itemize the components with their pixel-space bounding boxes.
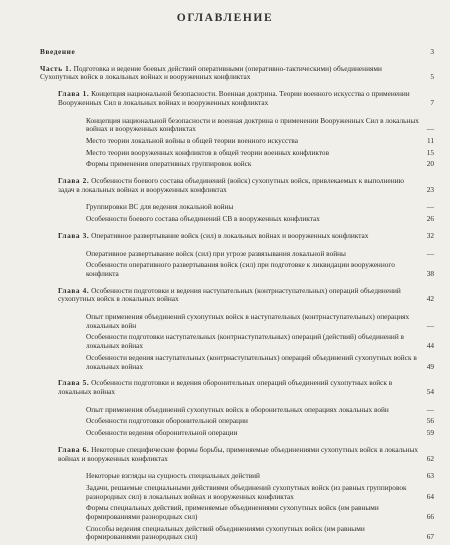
toc-entry-text (58, 446, 420, 463)
toc-entry-title: Группировки ВС для ведения локальной войны (86, 202, 234, 212)
toc-entry-title: Концепция национальной безопасности. Военная доктрина. Теории военного искусства о применении Вооруженных Сил в локальных войнах и вооруженных конфликтах (58, 89, 410, 107)
toc-entry[interactable] (40, 472, 434, 481)
toc-page-number: — (426, 404, 434, 414)
toc-page-number: — (426, 248, 434, 258)
toc-entry[interactable] (40, 313, 434, 330)
toc-entry[interactable] (40, 65, 434, 82)
toc-entry[interactable] (40, 417, 434, 426)
toc-entry-title: Место теории вооруженных конфликтов в общей теории военных конфликтов (86, 147, 330, 157)
toc-page-number: 5 (430, 72, 434, 82)
toc-page-number: — (426, 124, 434, 134)
toc-entry-text (86, 429, 420, 438)
toc-page-number: 59 (426, 428, 434, 438)
toc-entry[interactable] (40, 446, 434, 463)
toc-entry-text (86, 406, 420, 415)
page-title: ОГЛАВЛЕНИЕ (176, 12, 274, 24)
toc-entry-text (40, 65, 420, 82)
toc-page-number: — (426, 320, 434, 330)
toc-entry[interactable] (40, 261, 434, 278)
toc-page-number: 62 (426, 453, 434, 463)
toc-entry-text (58, 287, 420, 304)
toc-entry[interactable] (40, 90, 434, 107)
toc-entry-text (86, 417, 420, 426)
toc-entry-label: Часть 1. (40, 63, 72, 73)
toc-entry-text (40, 48, 420, 57)
toc-entry[interactable] (40, 525, 434, 542)
toc-entry-text (86, 117, 420, 134)
toc-page-number: 56 (426, 416, 434, 426)
toc-entry[interactable] (40, 215, 434, 224)
toc-entry[interactable] (40, 379, 434, 396)
toc-entry-title: Задачи, решаемые специальными действиями объединений сухопутных войск (из равных группировок разнородных сил) в локальных войнах и вооруженных конфликтах (86, 482, 407, 501)
toc-entry[interactable] (40, 177, 434, 194)
toc-entry-label: Введение (40, 47, 76, 56)
toc-entry-title: Опыт применения объединений сухопутных войск в оборонительных операциях локальных войн (86, 404, 389, 414)
toc-entry-text (86, 215, 420, 224)
toc-entry-title: Особенности подготовки оборонительной операции (86, 416, 248, 426)
toc-entry-title: Формы применения оперативных группировок войск (86, 159, 252, 169)
toc-entry-text (58, 177, 420, 194)
toc-entry-title: Способы ведения специальных действий объединениями сухопутных войск (им равными формированиями разнородных сил) (86, 523, 365, 542)
toc-page-number: 44 (426, 341, 434, 351)
toc-entry-text (86, 160, 420, 169)
toc-entry-title: Формы специальных действий, применяемые объединениями сухопутных войск (им равными формированиями разнородных сил) (86, 503, 379, 522)
toc-entry-title: Некоторые взгляды на сущность специальных действий (86, 471, 260, 481)
toc-page-number: 20 (426, 159, 434, 169)
table-of-contents (40, 48, 434, 545)
toc-entry-title: Подготовка и ведение боевых действий оперативными (оперативно-тактическими) объединениями Сухопутных войск в локальных войнах и вооруженных конфликтах (40, 63, 382, 82)
toc-page-number: 42 (426, 294, 434, 304)
toc-entry[interactable] (40, 232, 434, 241)
toc-entry-text (86, 472, 420, 481)
toc-page-number: 26 (426, 214, 434, 224)
toc-entry[interactable] (40, 484, 434, 501)
toc-entry[interactable] (40, 48, 434, 57)
toc-entry-title: Место теории локальной войны в общей теории военного искусства (86, 135, 299, 145)
toc-entry-text (86, 525, 420, 542)
toc-entry-text (86, 261, 420, 278)
toc-entry-title: Особенности подготовки и ведения оборонительных операций объединений сухопутных войск в локальных войнах (58, 378, 393, 396)
toc-page-number: — (426, 202, 434, 212)
toc-entry-text (86, 149, 420, 158)
toc-entry[interactable] (40, 354, 434, 371)
toc-entry-text (86, 504, 420, 521)
toc-entry-text (86, 313, 420, 330)
toc-page-number: 15 (426, 147, 434, 157)
toc-entry[interactable] (40, 137, 434, 146)
toc-entry[interactable] (40, 429, 434, 438)
toc-entry-title: Особенности подготовки наступательных (контрнаступательных) операций (действий) объединений в локальных войнах (86, 332, 404, 351)
toc-entry-text (86, 203, 420, 212)
toc-entry[interactable] (40, 149, 434, 158)
toc-entry-text (58, 379, 420, 396)
toc-entry-title: Особенности боевого состава объединений СВ в вооруженных конфликтах (86, 214, 320, 224)
toc-page-number: 66 (426, 512, 434, 522)
toc-entry-text (58, 232, 420, 241)
toc-entry-label: Глава 1. (58, 89, 90, 99)
toc-page-number: 32 (426, 230, 434, 240)
toc-entry-text (86, 250, 420, 259)
toc-entry-label: Глава 6. (58, 444, 90, 454)
toc-entry-title: Особенности подготовки и ведения наступательных (контрнаступательных) операций объединений сухопутных войск в локальных войнах (58, 285, 401, 304)
toc-page-number: 54 (426, 386, 434, 396)
toc-entry-text (58, 90, 420, 107)
toc-entry-label: Глава 5. (58, 378, 90, 388)
toc-entry-title: Особенности ведения оборонительной операции (86, 428, 238, 438)
toc-entry-text (86, 354, 420, 371)
toc-page-number: 63 (426, 471, 434, 481)
toc-entry[interactable] (40, 203, 434, 212)
toc-entry-text (86, 333, 420, 350)
toc-page-number: 3 (430, 47, 434, 56)
toc-entry[interactable] (40, 333, 434, 350)
toc-entry[interactable] (40, 160, 434, 169)
toc-page-number: 67 (426, 532, 434, 542)
toc-entry-label: Глава 3. (58, 230, 90, 240)
toc-page-number: 11 (426, 135, 434, 145)
toc-entry-title: Концепция национальной безопасности и военная доктрина о применении Вооруженных Сил в локальных войнах и вооруженных конфликтах (86, 115, 419, 134)
toc-entry-label: Глава 2. (58, 176, 90, 186)
toc-entry[interactable] (40, 250, 434, 259)
toc-page-number: 49 (426, 361, 434, 371)
toc-entry-title: Особенности оперативного развертывания войск (сил) при подготовке к ликвидации вооруженного конфликта (86, 260, 395, 278)
toc-page-number: 7 (430, 97, 434, 107)
toc-entry[interactable] (40, 406, 434, 415)
toc-entry-title: Особенности ведения наступательных (контрнаступательных) операций объединений сухопутных войск в локальных войнах (86, 352, 417, 371)
toc-entry[interactable] (40, 287, 434, 304)
toc-entry-label: Глава 4. (58, 285, 90, 295)
toc-entry-title: Оперативное развертывание войск (сил) в локальных войнах и вооруженных конфликтах (91, 230, 369, 240)
toc-entry-text (86, 137, 420, 146)
toc-entry[interactable] (40, 117, 434, 134)
toc-entry-title: Опыт применения объединений сухопутных войск в наступательных (контрнаступательных) операциях локальных войн (86, 312, 410, 330)
toc-entry-title: Некоторые специфические формы борьбы, применяемые объединениями сухопутных войск в локальных войнах и вооруженных конфликтах (58, 444, 419, 463)
toc-entry-text (86, 484, 420, 501)
toc-entry-title: Оперативное развертывание войск (сил) при угрозе развязывания локальной войны (86, 248, 346, 258)
toc-entry[interactable] (40, 504, 434, 521)
toc-page-number: 23 (426, 184, 434, 194)
toc-page-number: 64 (426, 491, 434, 501)
toc-page-number: 38 (426, 268, 434, 278)
toc-entry-title: Особенности боевого состава объединений (войск) сухопутных войск, привлекаемых к выполнению задач в локальных войнах и вооруженных конфликтах (58, 176, 404, 194)
